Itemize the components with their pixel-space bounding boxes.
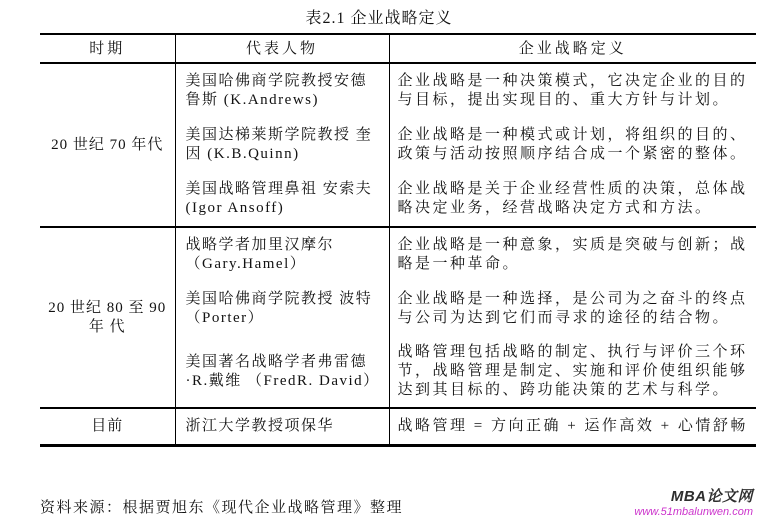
representative-cell: 美国哈佛商学院教授 波特 （Porter）	[175, 282, 389, 336]
column-header-definition: 企业战略定义	[389, 34, 756, 63]
definition-cell: 企业战略是关于企业经营性质的决策，总体战略决定业务，经营战略决定方式和方法。	[389, 172, 756, 227]
definition-cell: 企业战略是一种模式或计划，将组织的目的、政策与活动按照顺序结合成一个紧密的整体。	[389, 118, 756, 172]
table-caption: 表2.1 企业战略定义	[305, 10, 453, 27]
watermark-site-url: www.51mbalunwen.com	[634, 505, 753, 518]
period-cell: 20 世纪 80 至 90 年 代	[48, 299, 167, 335]
period-group-1970s	[40, 63, 756, 227]
definition-cell: 企业战略是一种选择，是公司为之奋斗的终点与公司为达到它们而寻求的途径的结合物。	[389, 282, 756, 336]
table-row	[40, 63, 756, 118]
site-watermark	[634, 489, 753, 518]
definition-cell: 企业战略是一种意象，实质是突破与创新；战略是一种革命。	[389, 227, 756, 282]
column-header-representative: 代表人物	[175, 34, 389, 63]
column-header-period: 时期	[89, 41, 126, 57]
representative-cell: 美国哈佛商学院教授安德鲁斯 (K.Andrews)	[175, 63, 389, 118]
definition-cell: 企业战略是一种决策模式，它决定企业的目的与目标，提出实现目的、重大方针与计划。	[389, 63, 756, 118]
period-cell: 目前	[91, 418, 124, 434]
period-group-1980s-90s	[40, 227, 756, 408]
strategy-definition-table	[40, 33, 756, 447]
representative-cell: 浙江大学教授项保华	[175, 408, 389, 446]
source-note: 资料来源：根据贾旭东《现代企业战略管理》整理	[40, 500, 404, 516]
definition-cell: 战略管理 = 方向正确 + 运作高效 + 心情舒畅	[389, 408, 756, 446]
definition-cell: 战略管理包括战略的制定、执行与评价三个环节，战略管理是制定、实施和评价使组织能够达到其目标的、跨功能决策的艺术与科学。	[389, 336, 756, 408]
table-row	[40, 408, 756, 446]
representative-cell: 美国著名战略学者弗雷德·R.戴维 （FredR. David）	[175, 336, 389, 408]
representative-cell: 美国战略管理鼻祖 安索夫 (Igor Ansoff)	[175, 172, 389, 227]
period-cell: 20 世纪 70 年代	[51, 136, 164, 153]
representative-cell: 美国达梯莱斯学院教授 奎因 (K.B.Quinn)	[175, 118, 389, 172]
period-group-current	[40, 408, 756, 446]
table-row	[40, 227, 756, 282]
watermark-site-name: MBA论文网	[670, 488, 753, 505]
header-row	[40, 34, 756, 63]
representative-cell: 战略学者加里汉摩尔 （Gary.Hamel）	[175, 227, 389, 282]
